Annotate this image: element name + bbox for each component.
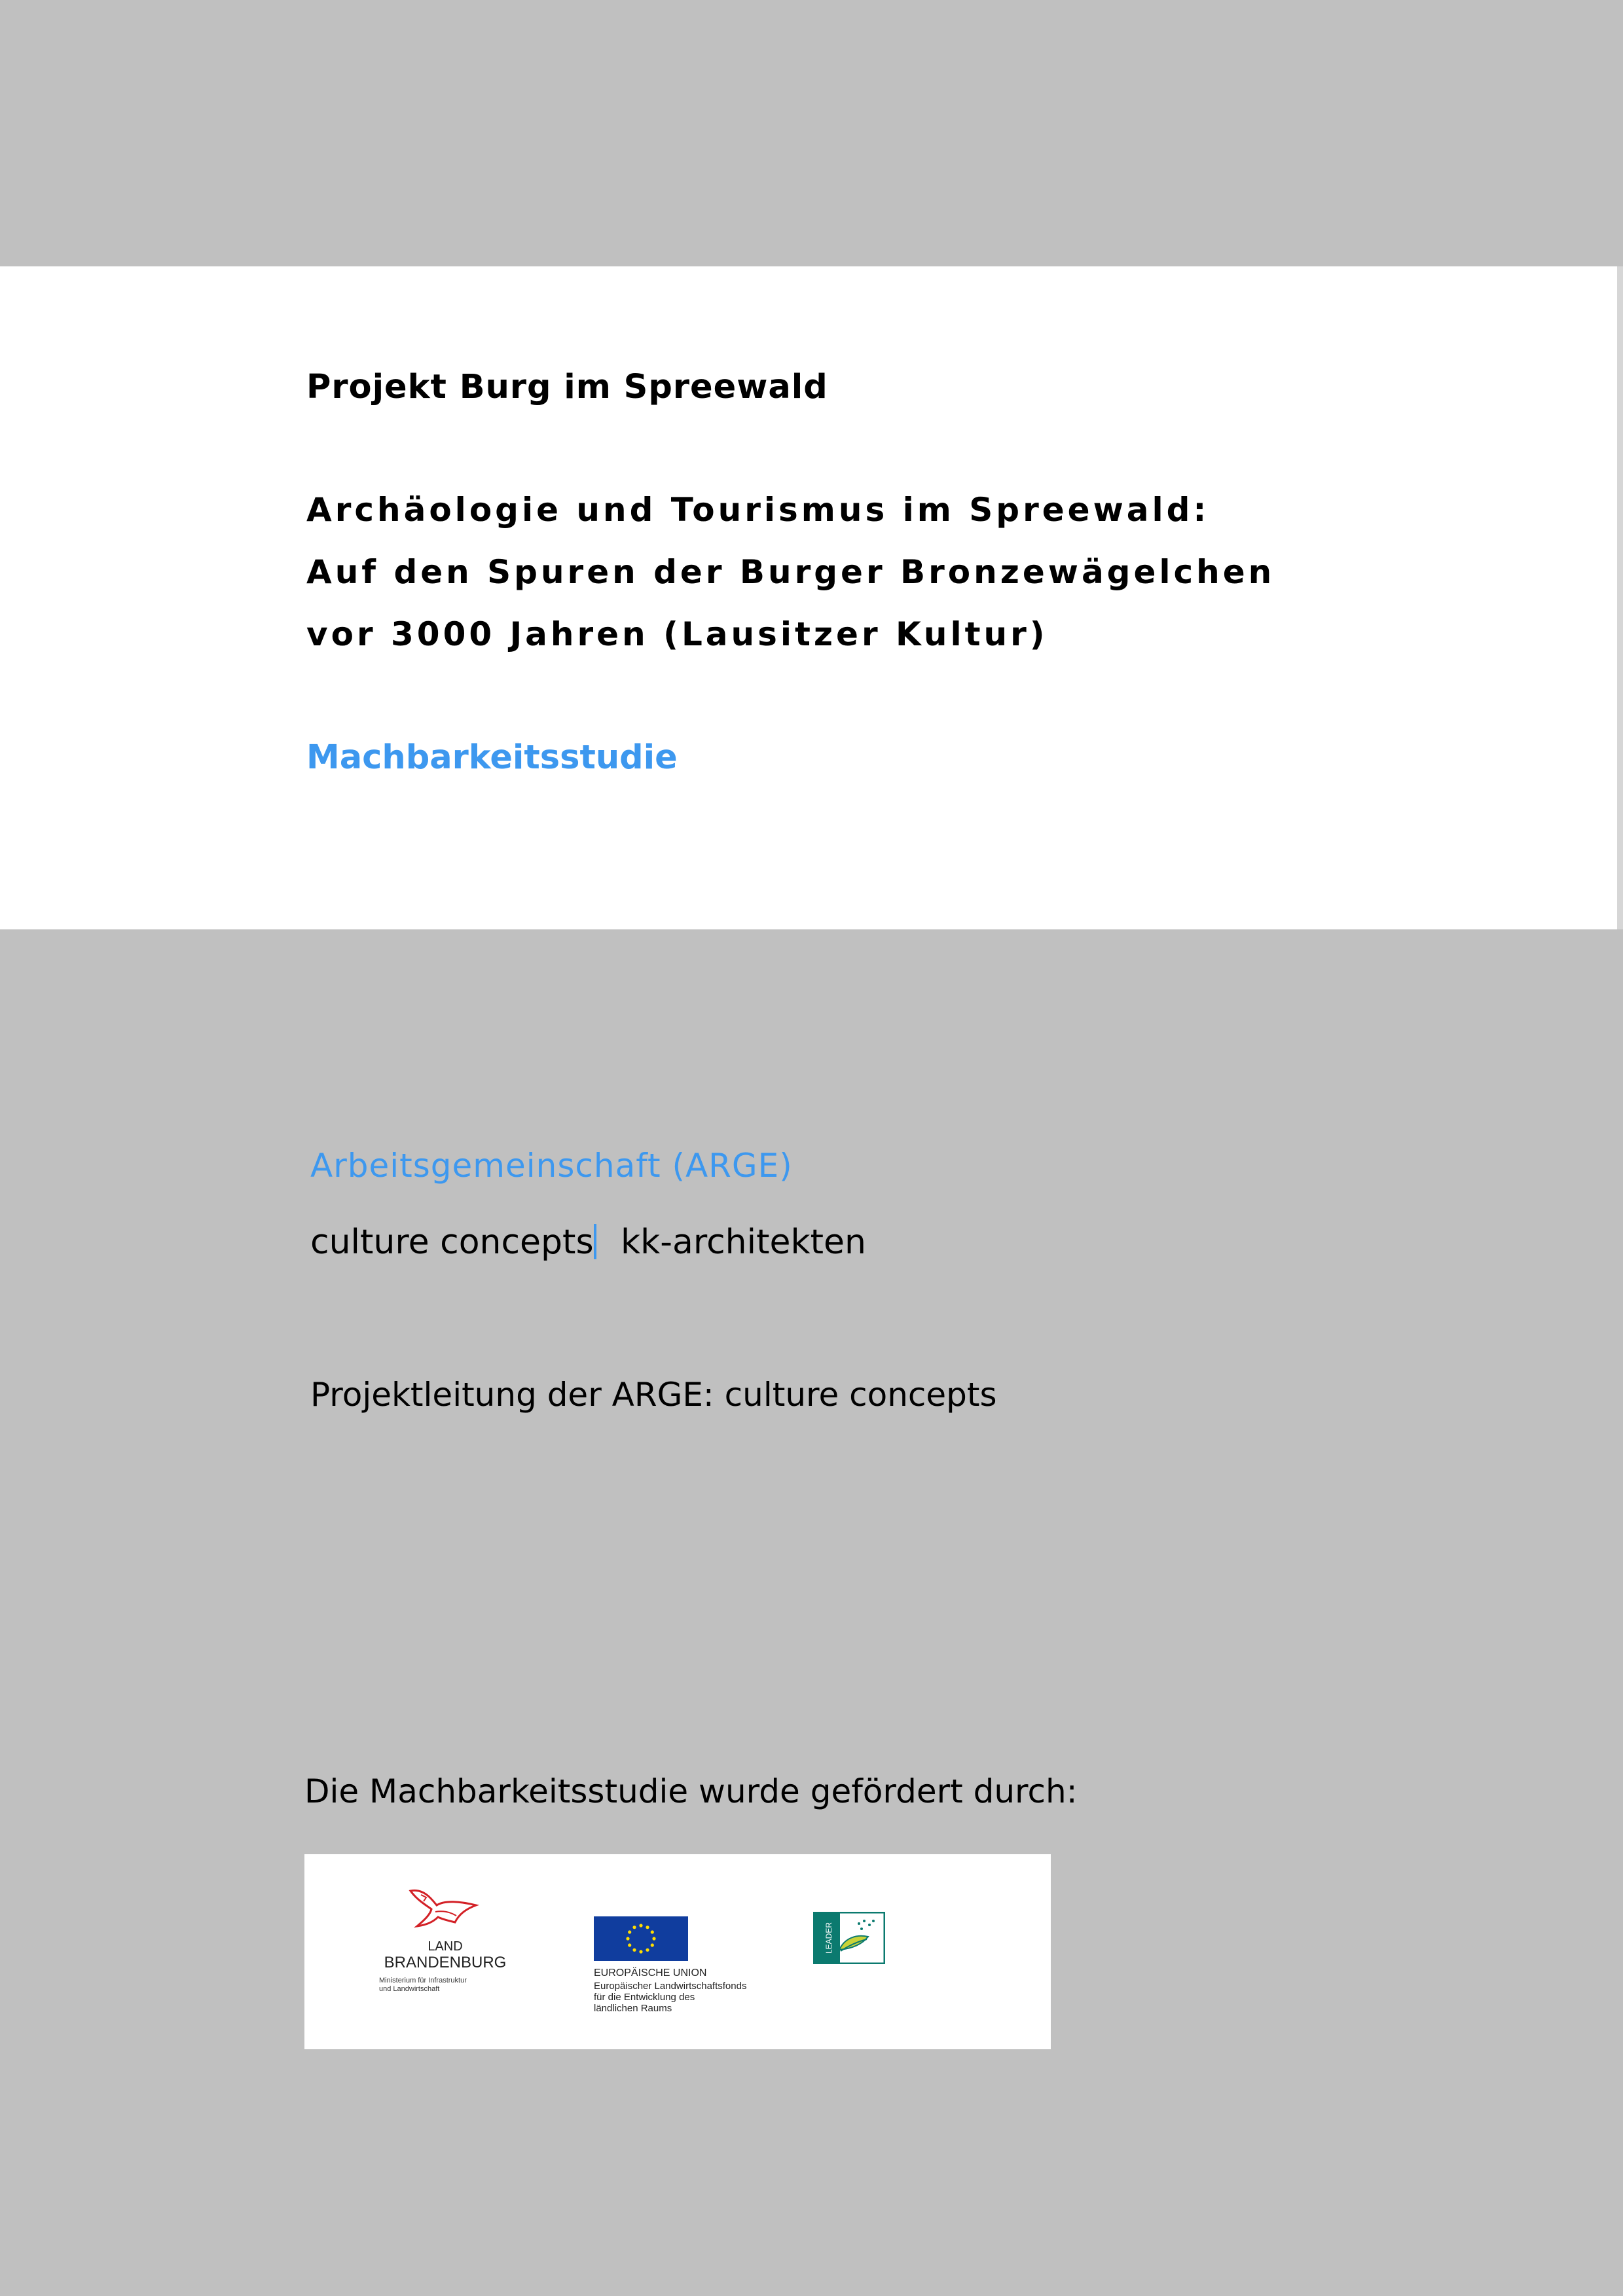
ministry-line-1: Ministerium für Infrastruktur [379,1977,467,1984]
eu-stars-icon [594,1916,688,1961]
title-panel [0,266,1617,929]
partner-divider [594,1224,596,1259]
study-type: Machbarkeitsstudie [306,738,678,777]
funding-statement: Die Machbarkeitsstudie wurde gefördert durch: [304,1772,1078,1810]
partner-culture-concepts: culture concepts [310,1223,594,1262]
eu-fund-line-2: für die Entwicklung des [594,1992,695,2003]
eu-logo [594,1916,803,2034]
leader-logo [813,1912,885,1964]
brandenburg-logo [376,1886,514,1993]
eu-fund-line-3: ländlichen Raums [594,2003,672,2014]
heading-line-2: Auf den Spuren der Burger Bronzewägelchen [306,553,1275,591]
panel-edge [1617,266,1623,929]
arge-heading: Arbeitsgemeinschaft (ARGE) [310,1147,793,1185]
heading-line-1: Archäologie und Tourismus im Spreewald: [306,491,1210,529]
brandenburg-land: LAND [428,1939,463,1954]
project-title: Projekt Burg im Spreewald [306,368,828,406]
partner-kk-architekten: kk-architekten [621,1223,866,1262]
funding-logos [304,1854,1051,2049]
top-margin [0,0,1623,266]
heading-line-3: vor 3000 Jahren (Lausitzer Kultur) [306,615,1048,653]
eu-fund-line-1: Europäischer Landwirtschaftsfonds [594,1981,747,1992]
eu-flag-icon [594,1916,688,1961]
red-eagle-icon [397,1886,489,1938]
leader-icon [813,1912,885,1964]
leader-label: LEADER [824,1922,833,1954]
brandenburg-name: BRANDENBURG [384,1954,507,1971]
ministry-line-2: und Landwirtschaft [379,1985,440,1993]
eu-union-label: EUROPÄISCHE UNION [594,1967,707,1979]
project-lead: Projektleitung der ARGE: culture concepts [310,1376,997,1414]
